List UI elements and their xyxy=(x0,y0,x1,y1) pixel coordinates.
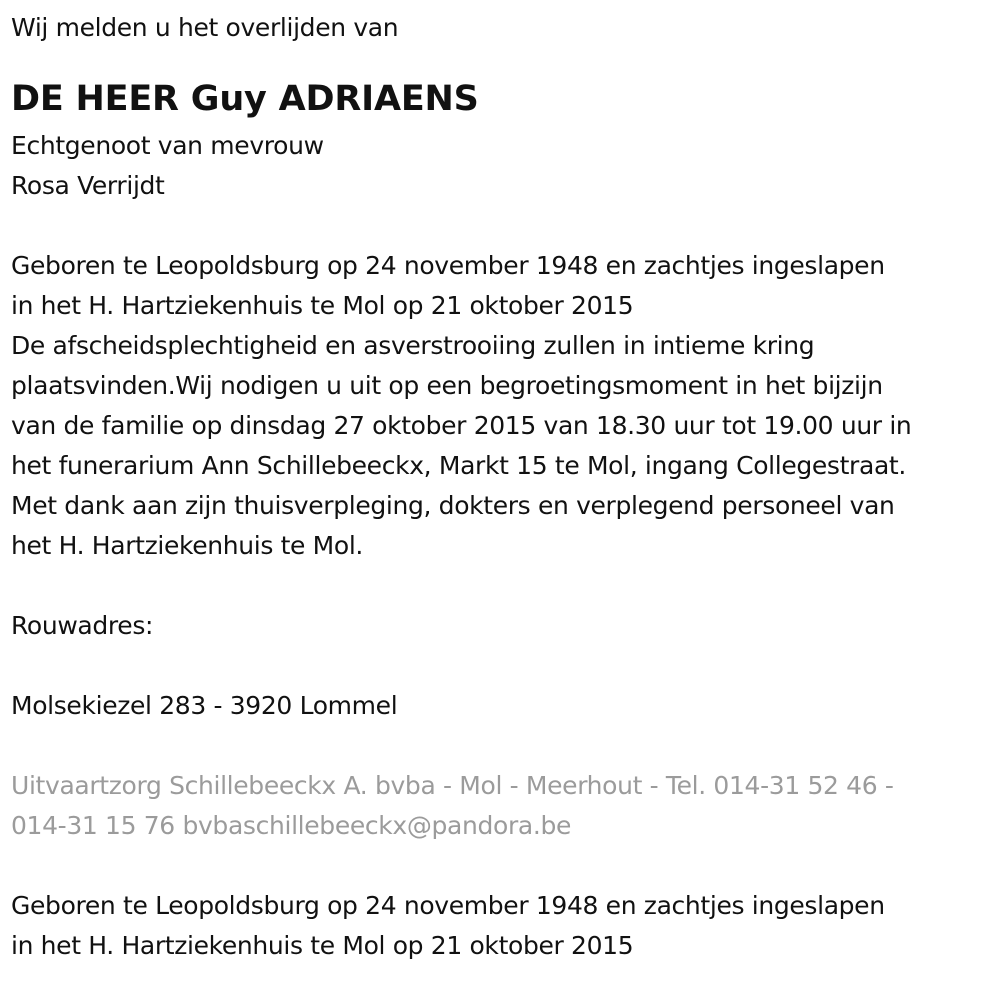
spacer xyxy=(11,566,991,606)
body-line: het funerarium Ann Schillebeeckx, Markt 15 te Mol, ingang Collegestraat. xyxy=(11,451,906,480)
body-line: De afscheidsplechtigheid en asverstrooiing zullen in intieme kring xyxy=(11,331,815,360)
closing-line: Geboren te Leopoldsburg op 24 november 1948 en zachtjes ingeslapen xyxy=(11,891,885,920)
spacer xyxy=(11,846,991,886)
closing-block xyxy=(11,886,991,966)
spacer xyxy=(11,726,991,766)
spouse-block xyxy=(11,126,991,206)
death-notice xyxy=(11,8,991,966)
spouse-line: Echtgenoot van mevrouw xyxy=(11,131,324,160)
body-block xyxy=(11,246,991,566)
funeral-home-contact: 014-31 15 76 bvbaschillebeeckx@pandora.be xyxy=(11,811,571,840)
mourning-address-label: Rouwadres: xyxy=(11,611,154,640)
deceased-name: DE HEER Guy ADRIAENS xyxy=(11,79,479,119)
funeral-home-block xyxy=(11,766,991,846)
funeral-home-line: Uitvaartzorg Schillebeeckx A. bvba - Mol - Meerhout - Tel. 014-31 52 46 - xyxy=(11,771,894,800)
intro-text: Wij melden u het overlijden van xyxy=(11,13,399,42)
spacer xyxy=(11,646,991,686)
closing-line: in het H. Hartziekenhuis te Mol op 21 oktober 2015 xyxy=(11,931,634,960)
body-line: van de familie op dinsdag 27 oktober 2015 van 18.30 uur tot 19.00 uur in xyxy=(11,411,912,440)
body-line: plaatsvinden.Wij nodigen u uit op een begroetingsmoment in het bijzijn xyxy=(11,371,883,400)
body-line: in het H. Hartziekenhuis te Mol op 21 oktober 2015 xyxy=(11,291,634,320)
mourning-address: Molsekiezel 283 - 3920 Lommel xyxy=(11,691,398,720)
body-line: Met dank aan zijn thuisverpleging, dokters en verplegend personeel van xyxy=(11,491,895,520)
spacer xyxy=(11,206,991,246)
body-line: het H. Hartziekenhuis te Mol. xyxy=(11,531,364,560)
spouse-name: Rosa Verrijdt xyxy=(11,171,165,200)
body-line: Geboren te Leopoldsburg op 24 november 1948 en zachtjes ingeslapen xyxy=(11,251,885,280)
